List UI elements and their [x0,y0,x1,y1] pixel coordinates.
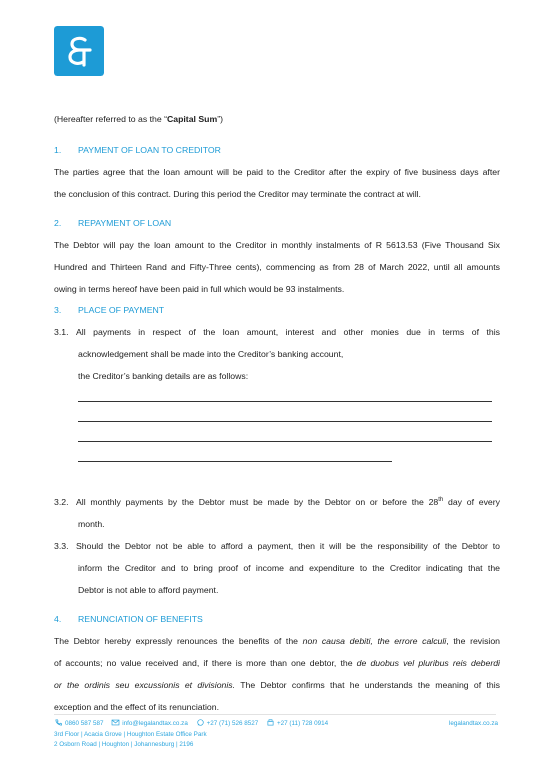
section-4-text: of accounts; no value received and, if there is more than one debtor, the de duobus vel pluribus reis deberdi [54,658,500,668]
section-2-text: Hundred and Thirteen Rand and Fifty-Three cents), commencing as from 28 of March 2022, until all amounts [54,262,500,272]
footer-address-line: 3rd Floor | Acacia Grove | Houghton Estate Office Park [54,730,207,738]
section-1-text: the conclusion of this contract. During this period the Creditor may terminate the contract at will. [54,189,421,199]
footer-divider [54,714,496,715]
section-1-text: The parties agree that the loan amount will be paid to the Creditor after the expiry of five business days after [54,167,500,177]
page-footer [54,719,500,751]
email-icon [111,719,120,726]
phone-icon [54,719,63,726]
section-2-text: owing in terms hereof have been paid in full which would be 93 instalments. [54,284,345,294]
footer-website[interactable]: legalandtax.co.za [448,720,498,727]
footer-fax: +27 (11) 728 0914 [277,720,329,727]
clause-3-2-text: month. [78,519,105,529]
clause-3-3-text: Debtor is not able to afford payment. [78,585,219,595]
banking-details-blank-line [54,427,500,447]
clause-3-2: 3.2. All monthly payments by the Debtor must be made by the Debtor on or before the 28th day of every [54,497,500,507]
section-1-heading: 1. PAYMENT OF LOAN TO CREDITOR [54,145,221,155]
section-3-heading: 3. PLACE OF PAYMENT [54,305,165,315]
footer-whatsapp[interactable]: +27 (71) 526 8527 [206,720,259,727]
clause-3-1-text: acknowledgement shall be made into the Creditor’s banking account, [78,349,344,359]
clause-3-1: 3.1. All payments in respect of the loan amount, interest and other monies due in terms of this [54,327,500,337]
brand-logo-icon [54,26,104,76]
whatsapp-icon [196,719,205,726]
section-2-text: The Debtor will pay the loan amount to the Creditor in monthly instalments of R 5613.53 (Five Thousand Six [54,240,500,250]
footer-email[interactable]: info@legalandtax.co.za [122,720,188,727]
footer-phone[interactable]: 0860 587 587 [65,720,104,727]
banking-details-blank-line [54,447,500,467]
section-4-text: The Debtor hereby expressly renounces the benefits of the non causa debiti, the errore calculi, the revision [54,636,500,646]
capital-sum-note: (Hereafter referred to as the “Capital Sum”) [54,114,223,124]
clause-3-1-text: the Creditor’s banking details are as follows: [78,371,249,381]
document-body [54,108,500,718]
footer-address-line: 2 Osborn Road | Houghton | Johannesburg | 2196 [54,741,194,748]
clause-3-3-text: inform the Creditor and to bring proof of income and expenditure to the Creditor indicating that the [78,563,500,573]
section-2-heading: 2. REPAYMENT OF LOAN [54,218,172,228]
section-4-heading: 4. RENUNCIATION OF BENEFITS [54,614,203,624]
fax-icon [266,719,275,726]
section-4-text: exception and the effect of its renunciation. [54,702,220,712]
banking-details-blank-line [54,387,500,407]
footer-contacts [54,719,500,730]
section-4-text: or the ordinis seu excussionis et divisionis. The Debtor confirms that he understands the meaning of this [54,680,500,690]
clause-3-3: 3.3. Should the Debtor not be able to afford a payment, then it will be the responsibility of the Debtor to [54,541,500,551]
banking-details-blank-line [54,407,500,427]
